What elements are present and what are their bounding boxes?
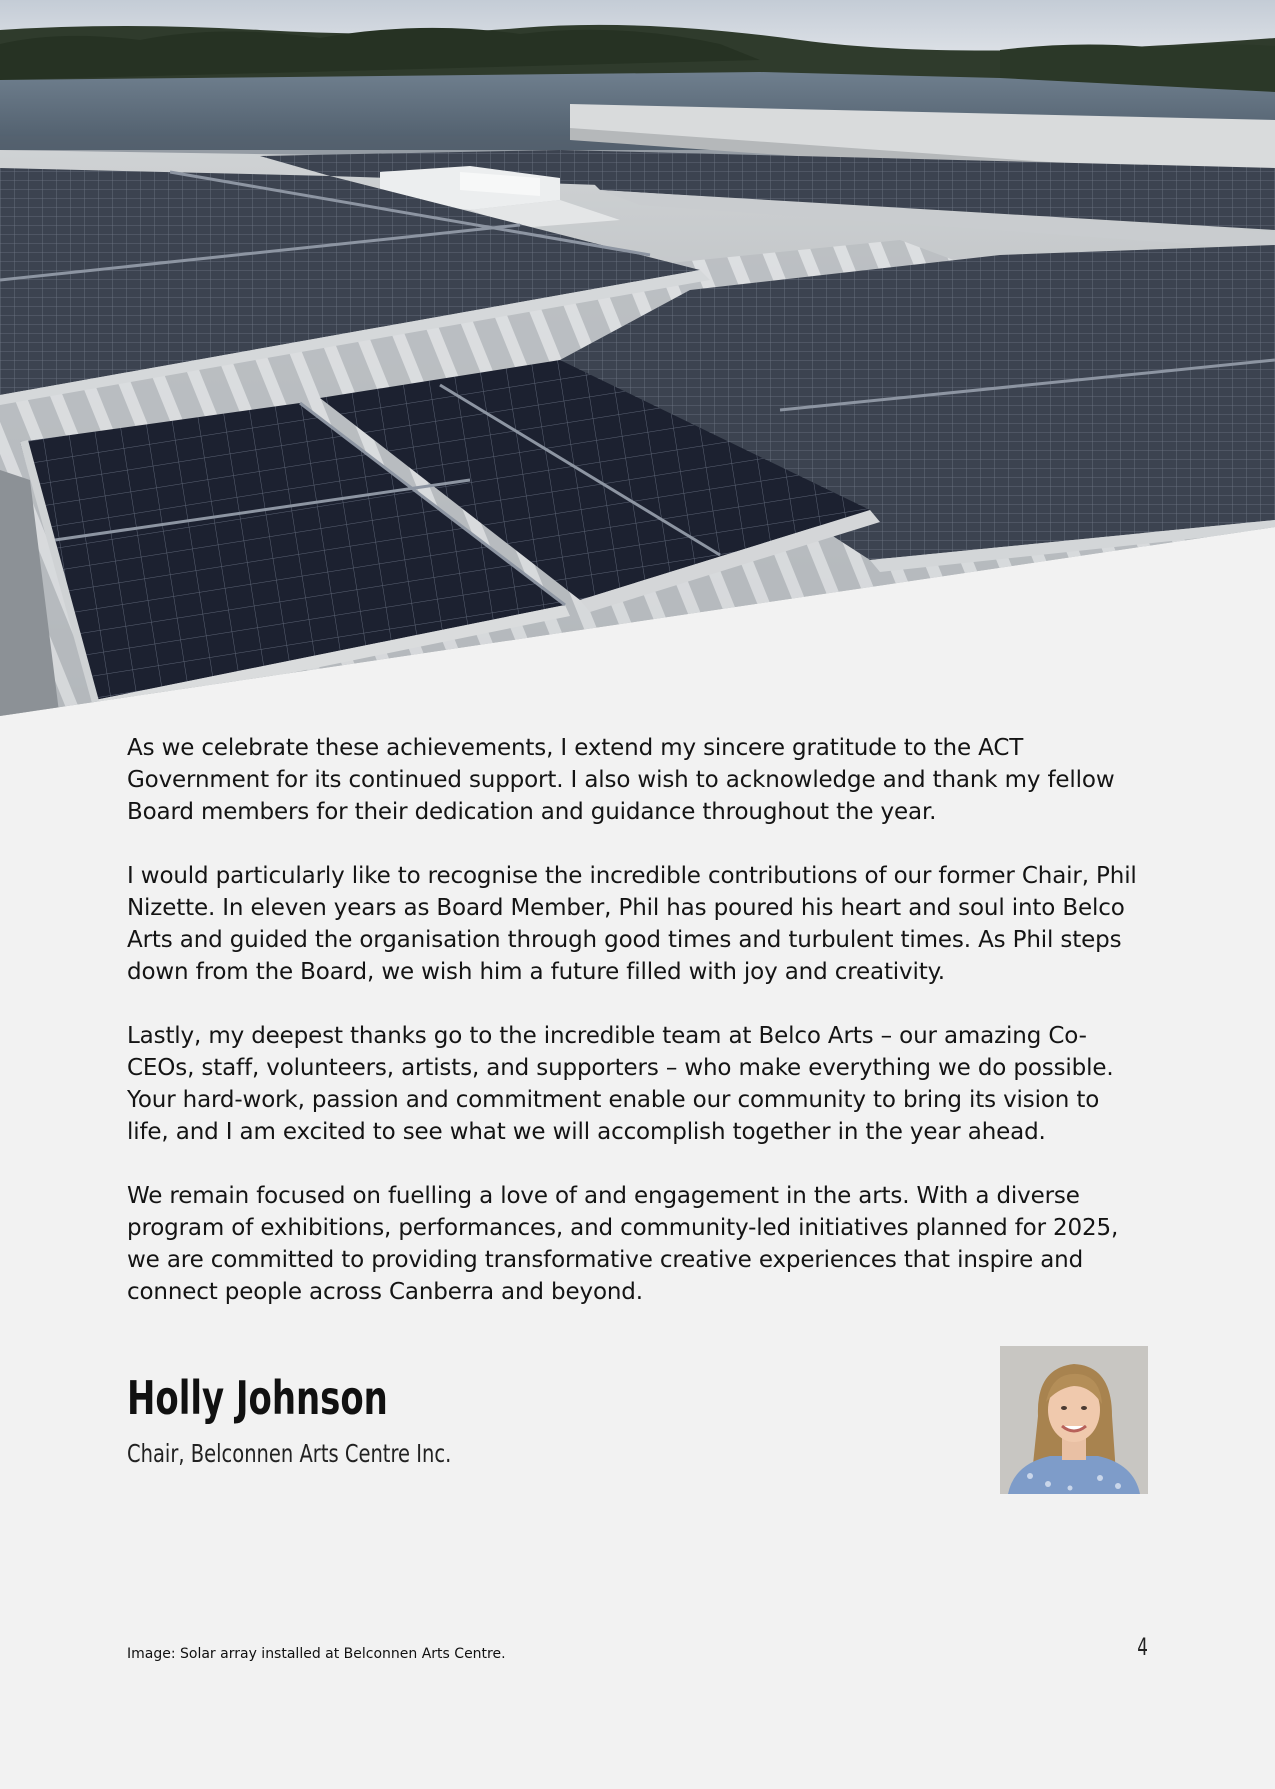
page-number: 4 (1137, 1633, 1148, 1661)
paragraph-team-thanks: Lastly, my deepest thanks go to the incredible team at Belco Arts – our amazing Co-CEOs, staff, volunteers, artists, and supporters – who make everything we do possible. Your hard-work, passion and commitment enable our community to bring its vision to life, and I am excited to see what we will accomplish together in the year ahead. (127, 1023, 1114, 1145)
signatory-name: Holly Johnson (127, 1371, 388, 1425)
solar-array-image (0, 0, 1275, 720)
paragraph-focus-2025: We remain focused on fuelling a love of and engagement in the arts. With a diverse program of exhibitions, performances, and community-led initiatives planned for 2025, we are committed to providing transformative creative experiences that inspire and connect people across Canberra and beyond. (127, 1183, 1119, 1305)
signatory-role: Chair, Belconnen Arts Centre Inc. (127, 1439, 452, 1468)
portrait-image (1000, 1346, 1148, 1494)
hero-photo (0, 0, 1275, 720)
portrait-photo (1000, 1346, 1148, 1494)
letter-body (127, 732, 1147, 1340)
paragraph-gratitude: As we celebrate these achievements, I extend my sincere gratitude to the ACT Government for its continued support. I also wish to acknowledge and thank my fellow Board members for their dedication and guidance throughout the year. (127, 735, 1115, 825)
image-caption: Image: Solar array installed at Belconnen Arts Centre. (127, 1646, 506, 1662)
paragraph-former-chair: I would particularly like to recognise the incredible contributions of our former Chair, Phil Nizette. In eleven years as Board Member, Phil has poured his heart and soul into Belco Arts and guided the organisation through good times and turbulent times. As Phil steps down from the Board, we wish him a future filled with joy and creativity. (127, 863, 1137, 985)
